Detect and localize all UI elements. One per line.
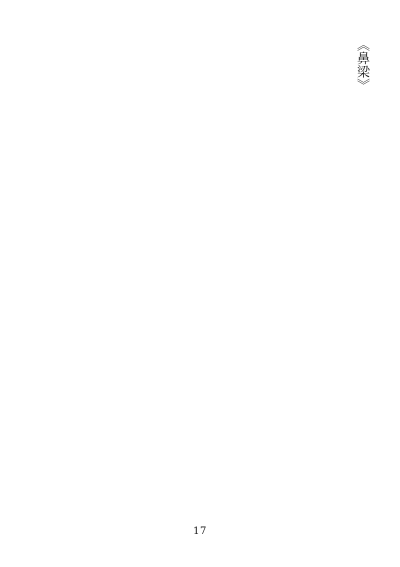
upper-text-block bbox=[34, 38, 370, 253]
lower-text-block bbox=[34, 286, 370, 501]
page-number: 17 bbox=[193, 526, 207, 537]
section-heading: 《鼻梁》 bbox=[354, 38, 369, 93]
